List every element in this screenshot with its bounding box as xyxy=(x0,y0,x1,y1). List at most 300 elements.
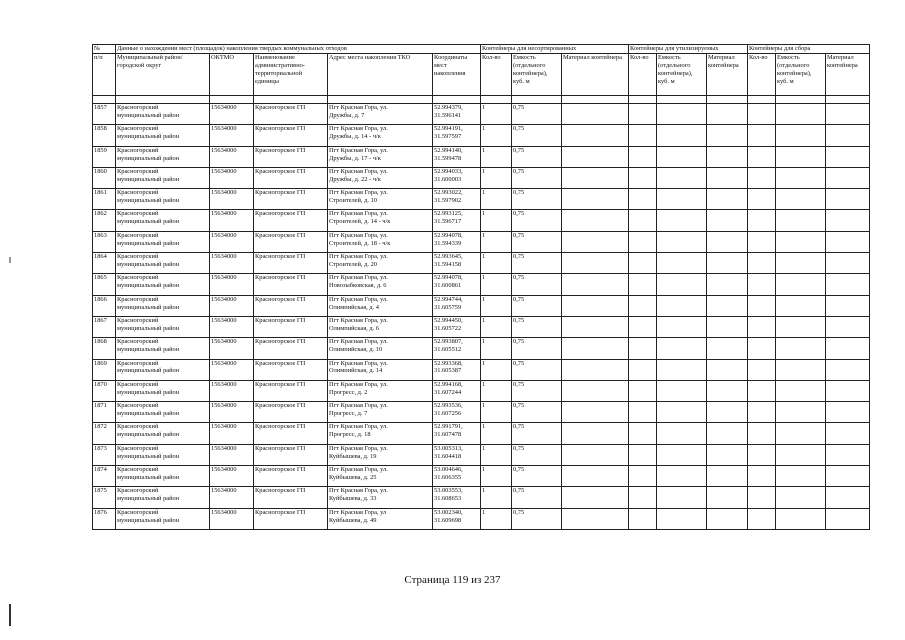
cell-material xyxy=(562,189,629,210)
cell-number-line: 1866 xyxy=(94,295,107,303)
cell-coordinates-line: 52.994379, xyxy=(434,104,463,111)
cell-territory-line: Красногорское ГП xyxy=(255,444,306,452)
cell-count xyxy=(481,146,512,167)
cell-coordinates xyxy=(433,508,481,529)
cell-coordinates-line: 31.600003 xyxy=(434,175,462,183)
cell-empty xyxy=(629,146,657,167)
header-territory: Наименование административно-территориальной единицы xyxy=(254,54,328,96)
cell-empty xyxy=(707,359,748,380)
cell-address-line: Пгт Красная Гора, ул. xyxy=(329,466,388,474)
cell-coordinates xyxy=(433,423,481,444)
margin-mark xyxy=(9,257,11,263)
cell-empty xyxy=(826,444,870,465)
cell-empty xyxy=(629,231,657,252)
cell-empty xyxy=(657,487,707,508)
cell-capacity xyxy=(512,253,562,274)
table-row xyxy=(93,444,870,465)
cell-empty xyxy=(629,125,657,146)
cell-empty xyxy=(707,402,748,423)
cell-address-line: Куйбышева, д. 33 xyxy=(329,495,377,503)
cell-empty xyxy=(776,210,826,231)
table-row xyxy=(93,125,870,146)
cell-municipality-line: муниципальный район xyxy=(117,133,180,141)
cell-capacity-line: 0,75 xyxy=(513,295,525,303)
header-recyclable-group: Контейнеры для утилизируемых xyxy=(629,45,748,54)
cell-empty xyxy=(629,210,657,231)
cell-number-line: 1865 xyxy=(94,274,107,282)
cell-number xyxy=(93,125,116,146)
cell-oktmo xyxy=(210,359,254,380)
cell-municipality xyxy=(116,210,210,231)
cell-territory xyxy=(254,167,328,188)
cell-territory xyxy=(254,104,328,125)
cell-municipality-line: Красногорский xyxy=(117,125,159,133)
cell-address-line: Пгт Красная Гора, ул. xyxy=(329,231,388,239)
header-spacer-row xyxy=(93,96,870,104)
cell-number xyxy=(93,338,116,359)
cell-oktmo-line: 15634000 xyxy=(211,253,237,261)
cell-address-line: Строителей, д. 18 - ч/к xyxy=(329,239,391,247)
cell-count xyxy=(481,423,512,444)
cell-empty xyxy=(629,466,657,487)
cell-address-line: Олимпийская, д. 10 xyxy=(329,346,383,354)
header-material: Материал контейнера xyxy=(562,54,629,96)
cell-empty xyxy=(826,402,870,423)
cell-empty xyxy=(776,402,826,423)
cell-count xyxy=(481,359,512,380)
cell-empty xyxy=(776,167,826,188)
cell-empty xyxy=(748,359,776,380)
cell-number-line: 1873 xyxy=(94,444,107,452)
cell-coordinates-line: 31.606355 xyxy=(434,473,462,481)
cell-territory xyxy=(254,316,328,337)
cell-municipality xyxy=(116,359,210,380)
cell-number-line: 1860 xyxy=(94,167,107,175)
cell-coordinates xyxy=(433,316,481,337)
cell-territory-line: Красногорское ГП xyxy=(255,466,306,474)
cell-number xyxy=(93,274,116,295)
cell-empty xyxy=(748,167,776,188)
cell-municipality xyxy=(116,423,210,444)
cell-oktmo xyxy=(210,423,254,444)
cell-territory xyxy=(254,253,328,274)
cell-material xyxy=(562,423,629,444)
cell-empty xyxy=(707,295,748,316)
cell-empty xyxy=(657,444,707,465)
cell-count-line: 1 xyxy=(482,104,486,111)
cell-address xyxy=(328,167,433,188)
cell-number xyxy=(93,104,116,125)
cell-empty xyxy=(707,508,748,529)
cell-empty xyxy=(748,444,776,465)
cell-material xyxy=(562,146,629,167)
header-coords: Координаты мест накопления xyxy=(433,54,481,96)
cell-empty xyxy=(748,380,776,401)
cell-capacity-line: 0,75 xyxy=(513,316,525,324)
cell-address-line: Дружбы, д. 22 - ч/к xyxy=(329,175,381,183)
cell-coordinates-line: 52.993807, xyxy=(434,338,463,346)
cell-territory-line: Красногорское ГП xyxy=(255,167,306,175)
cell-oktmo-line: 15634000 xyxy=(211,316,237,324)
cell-municipality-line: Красногорский xyxy=(117,167,159,175)
cell-empty xyxy=(748,231,776,252)
cell-count xyxy=(481,487,512,508)
cell-capacity-line: 0,75 xyxy=(513,210,525,218)
cell-number-line: 1872 xyxy=(94,423,107,431)
cell-territory xyxy=(254,125,328,146)
cell-municipality-line: Красногорский xyxy=(117,274,159,282)
cell-oktmo-line: 15634000 xyxy=(211,402,237,410)
cell-municipality-line: Красногорский xyxy=(117,466,159,474)
cell-empty xyxy=(776,466,826,487)
cell-oktmo xyxy=(210,104,254,125)
cell-oktmo-line: 15634000 xyxy=(211,295,237,303)
cell-territory-line: Красногорское ГП xyxy=(255,508,306,516)
table-row xyxy=(93,508,870,529)
cell-empty xyxy=(707,338,748,359)
cell-municipality-line: муниципальный район xyxy=(117,367,180,375)
cell-empty xyxy=(707,316,748,337)
table-row xyxy=(93,253,870,274)
cell-number-line: 1864 xyxy=(94,253,107,261)
cell-territory-line: Красногорское ГП xyxy=(255,402,306,410)
cell-empty xyxy=(826,125,870,146)
cell-address-line: Пгт Красная Гора, ул. xyxy=(329,274,388,282)
cell-territory-line: Красногорское ГП xyxy=(255,423,306,431)
cell-capacity xyxy=(512,189,562,210)
cell-coordinates xyxy=(433,444,481,465)
cell-capacity xyxy=(512,231,562,252)
cell-empty xyxy=(657,253,707,274)
cell-material xyxy=(562,295,629,316)
table-row xyxy=(93,423,870,444)
cell-territory xyxy=(254,508,328,529)
cell-empty xyxy=(629,316,657,337)
cell-territory xyxy=(254,359,328,380)
table-row xyxy=(93,167,870,188)
cell-number-line: 1868 xyxy=(94,338,107,346)
cell-territory-line: Красногорское ГП xyxy=(255,231,306,239)
cell-address xyxy=(328,359,433,380)
cell-material xyxy=(562,466,629,487)
cell-oktmo xyxy=(210,316,254,337)
cell-municipality xyxy=(116,125,210,146)
header-collection-group: Контейнеры для сбора xyxy=(748,45,870,54)
cell-empty xyxy=(776,444,826,465)
cell-count-line: 1 xyxy=(482,125,486,133)
cell-count xyxy=(481,402,512,423)
cell-capacity-line: 0,75 xyxy=(513,380,525,388)
cell-coordinates-line: 52.991791, xyxy=(434,423,463,431)
cell-coordinates xyxy=(433,338,481,359)
header-row-columns xyxy=(93,54,870,96)
cell-coordinates-line: 31.604418 xyxy=(434,452,462,460)
header-count: Кол-во xyxy=(629,54,657,96)
cell-address xyxy=(328,487,433,508)
cell-capacity xyxy=(512,210,562,231)
cell-empty xyxy=(707,146,748,167)
cell-municipality xyxy=(116,295,210,316)
cell-count xyxy=(481,210,512,231)
cell-material xyxy=(562,125,629,146)
cell-address-line: Прогресс, д. 2 xyxy=(329,388,368,396)
cell-coordinates-line: 52.994744, xyxy=(434,295,463,303)
cell-empty xyxy=(629,104,657,125)
cell-number-line: 1862 xyxy=(94,210,107,218)
cell-territory-line: Красногорское ГП xyxy=(255,210,306,218)
cell-municipality xyxy=(116,466,210,487)
cell-count-line: 1 xyxy=(482,444,486,452)
cell-number-line: 1874 xyxy=(94,466,107,474)
cell-municipality-line: муниципальный район xyxy=(117,346,180,354)
cell-coordinates-line: 31.605759 xyxy=(434,303,462,311)
cell-number-line: 1869 xyxy=(94,359,107,367)
cell-address xyxy=(328,466,433,487)
cell-territory-line: Красногорское ГП xyxy=(255,295,306,303)
header-material: Материал контейнера xyxy=(707,54,748,96)
cell-municipality-line: муниципальный район xyxy=(117,388,180,396)
cell-oktmo-line: 15634000 xyxy=(211,338,237,346)
cell-municipality xyxy=(116,316,210,337)
cell-oktmo-line: 15634000 xyxy=(211,359,237,367)
cell-municipality xyxy=(116,380,210,401)
cell-empty xyxy=(629,423,657,444)
cell-empty xyxy=(748,295,776,316)
cell-empty xyxy=(748,423,776,444)
cell-address-line: Пгт Красная Гора, ул. xyxy=(329,125,388,133)
cell-empty xyxy=(776,338,826,359)
table-row xyxy=(93,274,870,295)
cell-capacity xyxy=(512,338,562,359)
table-row xyxy=(93,189,870,210)
cell-number xyxy=(93,253,116,274)
cell-address-line: Пгт Красная Гора, ул. xyxy=(329,316,388,324)
cell-number-line: 1859 xyxy=(94,146,107,154)
cell-empty xyxy=(748,146,776,167)
cell-address-line: Пгт Красная Гора, ул. xyxy=(329,423,388,431)
cell-municipality xyxy=(116,402,210,423)
cell-empty xyxy=(629,402,657,423)
cell-municipality-line: Красногорский xyxy=(117,146,159,154)
cell-municipality xyxy=(116,444,210,465)
header-location-group: Данные о нахождении мест (площадок) накопления твердых коммунальных отходов xyxy=(116,45,481,54)
cell-address xyxy=(328,104,433,125)
cell-count-line: 1 xyxy=(482,466,486,474)
cell-coordinates-line: 31.605387 xyxy=(434,367,462,375)
cell-capacity xyxy=(512,466,562,487)
cell-empty xyxy=(748,508,776,529)
cell-empty xyxy=(707,380,748,401)
cell-territory-line: Красногорское ГП xyxy=(255,253,306,261)
cell-empty xyxy=(776,253,826,274)
cell-empty xyxy=(826,487,870,508)
cell-empty xyxy=(748,466,776,487)
cell-coordinates xyxy=(433,125,481,146)
cell-address-line: Пгт Красная Гора, ул. xyxy=(329,487,388,495)
cell-address-line: Пгт Красная Гора, ул. xyxy=(329,295,388,303)
cell-empty xyxy=(657,359,707,380)
cell-count xyxy=(481,253,512,274)
table-row xyxy=(93,359,870,380)
cell-number xyxy=(93,231,116,252)
cell-material xyxy=(562,359,629,380)
cell-oktmo-line: 15634000 xyxy=(211,508,237,516)
cell-coordinates-line: 52.993368, xyxy=(434,359,463,367)
cell-empty xyxy=(657,338,707,359)
cell-number-line: 1871 xyxy=(94,402,107,410)
cell-capacity xyxy=(512,146,562,167)
cell-empty xyxy=(748,189,776,210)
cell-number xyxy=(93,444,116,465)
cell-number-line: 1858 xyxy=(94,125,107,133)
cell-capacity xyxy=(512,274,562,295)
cell-empty xyxy=(776,295,826,316)
cell-municipality-line: Красногорский xyxy=(117,253,159,261)
cell-coordinates-line: 52.994078, xyxy=(434,274,463,282)
cell-municipality-line: муниципальный район xyxy=(117,431,180,439)
cell-municipality-line: муниципальный район xyxy=(117,197,180,205)
cell-address-line: Пгт Красная Гора, ул. xyxy=(329,146,388,154)
cell-coordinates-line: 52.993125, xyxy=(434,210,463,218)
cell-empty xyxy=(826,167,870,188)
cell-coordinates xyxy=(433,104,481,125)
cell-count xyxy=(481,444,512,465)
cell-territory xyxy=(254,402,328,423)
cell-count-line: 1 xyxy=(482,380,486,388)
cell-coordinates-line: 31.609698 xyxy=(434,516,462,524)
cell-oktmo xyxy=(210,402,254,423)
cell-address-line: Пгт Красная Гора, ул. xyxy=(329,338,388,346)
cell-coordinates-line: 52.994191, xyxy=(434,125,463,133)
cell-oktmo xyxy=(210,231,254,252)
cell-oktmo-line: 15634000 xyxy=(211,189,237,197)
cell-empty xyxy=(826,359,870,380)
cell-empty xyxy=(776,231,826,252)
cell-empty xyxy=(707,444,748,465)
cell-municipality-line: муниципальный район xyxy=(117,324,180,332)
cell-number-line: 1861 xyxy=(94,189,107,197)
table-row xyxy=(93,316,870,337)
cell-empty xyxy=(826,338,870,359)
cell-territory xyxy=(254,487,328,508)
cell-coordinates xyxy=(433,487,481,508)
header-municipality: Муниципальный район/городской округ xyxy=(116,54,210,96)
cell-territory xyxy=(254,444,328,465)
cell-territory-line: Красногорское ГП xyxy=(255,487,306,495)
cell-coordinates-line: 31.594158 xyxy=(434,260,462,268)
cell-oktmo xyxy=(210,167,254,188)
page-number: Страница 119 из 237 xyxy=(404,574,501,586)
cell-coordinates-line: 52.994140, xyxy=(434,146,463,154)
cell-material xyxy=(562,210,629,231)
cell-count xyxy=(481,189,512,210)
cell-count-line: 1 xyxy=(482,231,486,239)
cell-material xyxy=(562,444,629,465)
cell-count-line: 1 xyxy=(482,274,486,282)
cell-empty xyxy=(748,253,776,274)
cell-capacity-line: 0,75 xyxy=(513,274,525,282)
cell-coordinates-line: 31.599478 xyxy=(434,154,462,162)
header-capacity: Емкость (отдельного контейнера), куб. м xyxy=(512,54,562,96)
cell-empty xyxy=(776,359,826,380)
cell-empty xyxy=(748,210,776,231)
cell-empty xyxy=(657,210,707,231)
cell-count-line: 1 xyxy=(482,167,486,175)
cell-municipality xyxy=(116,487,210,508)
cell-material xyxy=(562,380,629,401)
cell-territory-line: Красногорское ГП xyxy=(255,189,306,197)
cell-material xyxy=(562,253,629,274)
cell-address-line: Пгт Красная Гора, ул. xyxy=(329,380,388,388)
cell-coordinates-line: 31.607244 xyxy=(434,388,462,396)
cell-municipality-line: Красногорский xyxy=(117,189,159,197)
cell-empty xyxy=(826,295,870,316)
cell-address xyxy=(328,253,433,274)
table-row xyxy=(93,231,870,252)
cell-address-line: Пгт Красная Гора, ул. xyxy=(329,104,388,111)
cell-address-line: Строителей, д. 20 xyxy=(329,260,377,268)
cell-municipality-line: Красногорский xyxy=(117,316,159,324)
cell-number xyxy=(93,402,116,423)
cell-material xyxy=(562,338,629,359)
header-row-groups xyxy=(93,45,870,54)
cell-number xyxy=(93,423,116,444)
cell-capacity xyxy=(512,423,562,444)
cell-oktmo-line: 15634000 xyxy=(211,210,237,218)
cell-empty xyxy=(657,167,707,188)
cell-capacity xyxy=(512,316,562,337)
cell-number-line: 1857 xyxy=(94,104,107,111)
cell-capacity xyxy=(512,359,562,380)
cell-address-line: Прогресс, д. 7 xyxy=(329,410,368,418)
cell-oktmo xyxy=(210,146,254,167)
cell-empty xyxy=(629,167,657,188)
cell-number xyxy=(93,359,116,380)
cell-capacity xyxy=(512,487,562,508)
cell-empty xyxy=(707,125,748,146)
cell-coordinates-line: 52.993645, xyxy=(434,253,463,261)
cell-oktmo-line: 15634000 xyxy=(211,380,237,388)
cell-municipality-line: муниципальный район xyxy=(117,473,180,481)
cell-empty xyxy=(826,146,870,167)
cell-empty xyxy=(629,295,657,316)
cell-empty xyxy=(707,231,748,252)
cell-address-line: Пгт Красная Гора, ул. xyxy=(329,167,388,175)
cell-empty xyxy=(657,316,707,337)
cell-municipality-line: Красногорский xyxy=(117,210,159,218)
cell-address xyxy=(328,423,433,444)
cell-material xyxy=(562,104,629,125)
cell-coordinates xyxy=(433,402,481,423)
cell-count-line: 1 xyxy=(482,316,486,324)
cell-coordinates-line: 52.994450, xyxy=(434,316,463,324)
cell-empty xyxy=(826,189,870,210)
cell-empty xyxy=(826,316,870,337)
cell-capacity-line: 0,75 xyxy=(513,104,525,111)
cell-municipality-line: муниципальный район xyxy=(117,111,180,119)
cell-coordinates-line: 31.596141 xyxy=(434,111,462,119)
cell-number xyxy=(93,295,116,316)
header-unsorted-group: Контейнеры для несортированных xyxy=(481,45,629,54)
cell-address xyxy=(328,338,433,359)
cell-territory xyxy=(254,274,328,295)
cell-coordinates xyxy=(433,253,481,274)
cell-oktmo-line: 15634000 xyxy=(211,231,237,239)
cell-number-line: 1863 xyxy=(94,231,107,239)
cell-municipality xyxy=(116,189,210,210)
cell-oktmo-line: 15634000 xyxy=(211,104,237,111)
cell-coordinates xyxy=(433,274,481,295)
